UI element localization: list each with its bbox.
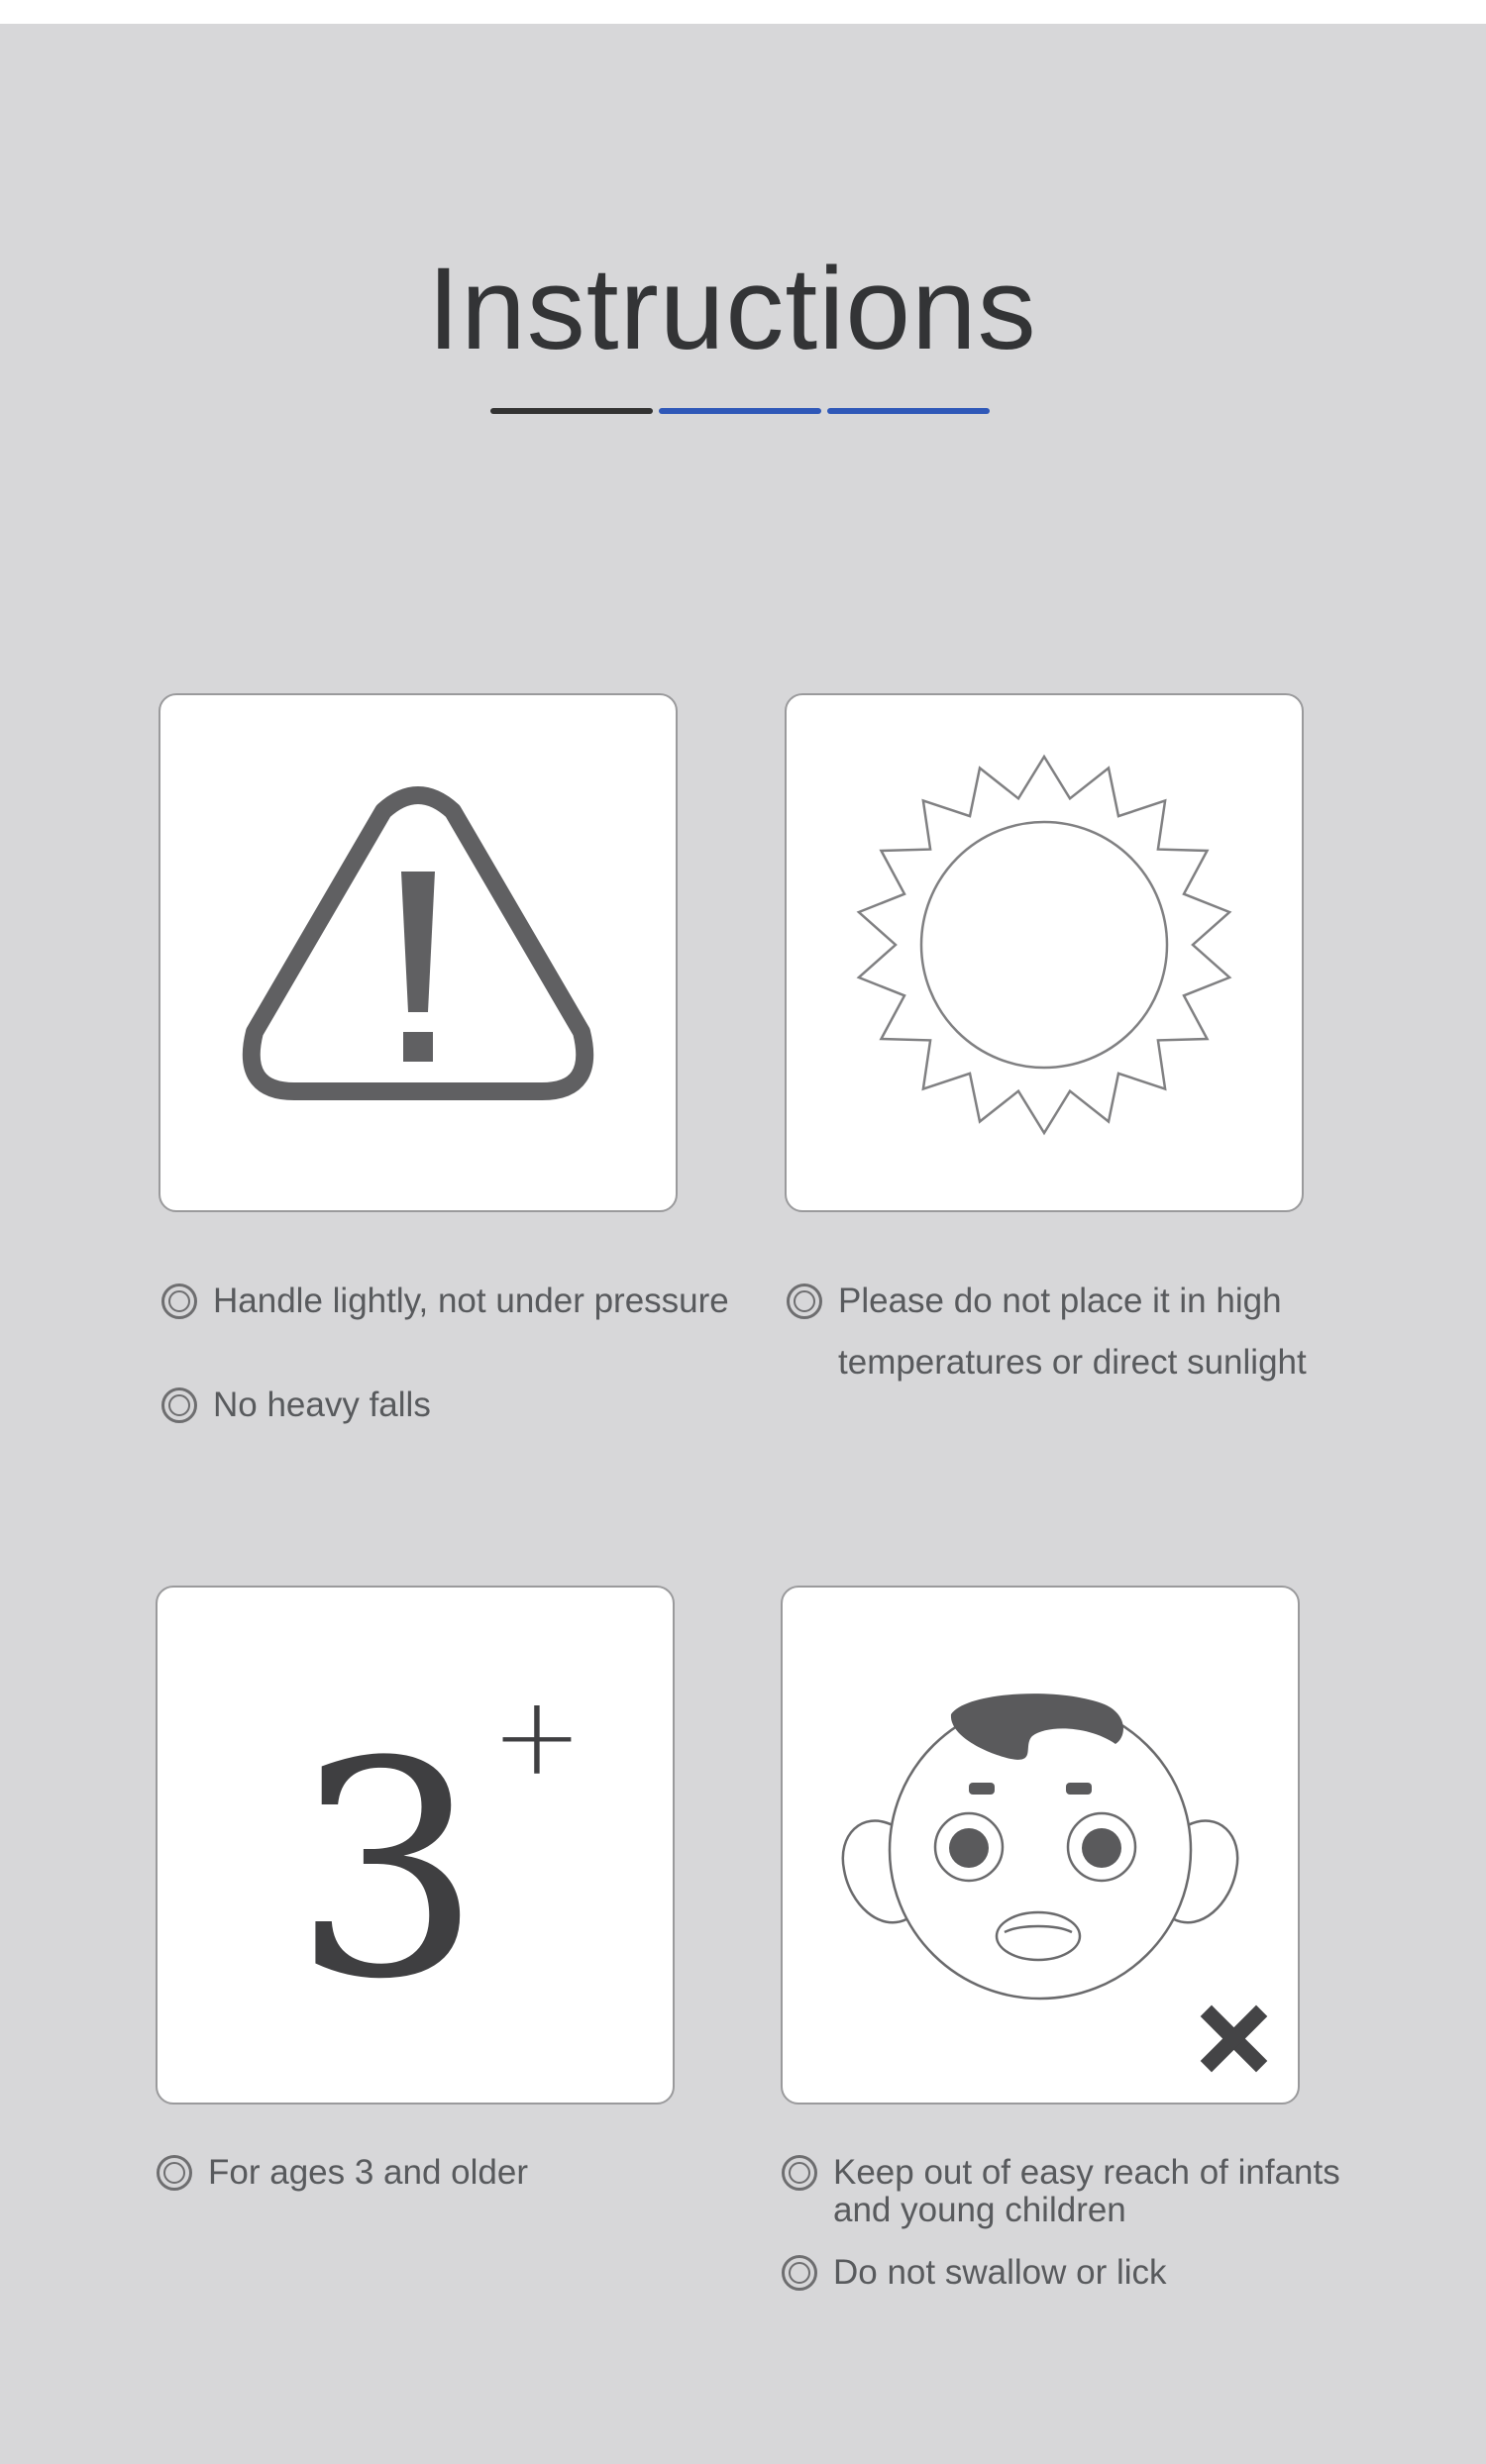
baby-card <box>781 1586 1300 2105</box>
note-text: Handle lightly, not under pressure <box>213 1282 729 1320</box>
circle-bullet-icon <box>161 1283 197 1319</box>
top-white-strip <box>0 0 1486 24</box>
circle-bullet-icon <box>157 2155 192 2191</box>
title-underline <box>490 408 990 414</box>
note-text: Keep out of easy reach of infants and young children <box>833 2153 1340 2229</box>
circle-bullet-icon <box>161 1387 197 1423</box>
circle-bullet-icon <box>787 1283 822 1319</box>
note-no-heavy-falls <box>161 1375 736 1436</box>
underline-segment-3 <box>827 408 990 414</box>
age-plus-sign: + <box>490 1673 584 1799</box>
note-text: Please do not place it in high temperatures or direct sunlight <box>838 1282 1307 1382</box>
circle-bullet-icon <box>782 2155 817 2191</box>
note-do-not-swallow <box>782 2242 1366 2304</box>
warning-triangle-icon <box>160 695 676 1210</box>
sun-card <box>785 693 1304 1212</box>
age-3-plus-icon <box>158 1588 673 2103</box>
sun-icon <box>787 695 1302 1210</box>
note-text: No heavy falls <box>213 1386 431 1424</box>
underline-segment-2 <box>659 408 821 414</box>
page-title: Instructions <box>427 244 1037 374</box>
prohibited-x-icon <box>1212 2016 1256 2061</box>
note-handle-lightly <box>161 1271 736 1332</box>
warning-card <box>159 693 678 1212</box>
note-keep-out-of-reach <box>782 2154 1366 2229</box>
circle-bullet-icon <box>782 2255 817 2291</box>
note-ages-3-and-older <box>157 2142 731 2204</box>
age-number: 3 <box>292 1698 482 2044</box>
age-card <box>156 1586 675 2105</box>
baby-face-prohibited-icon <box>783 1588 1298 2103</box>
note-no-high-temperatures <box>787 1271 1322 1393</box>
note-text: For ages 3 and older <box>208 2153 528 2192</box>
underline-segment-1 <box>490 408 653 414</box>
note-text: Do not swallow or lick <box>833 2253 1167 2292</box>
